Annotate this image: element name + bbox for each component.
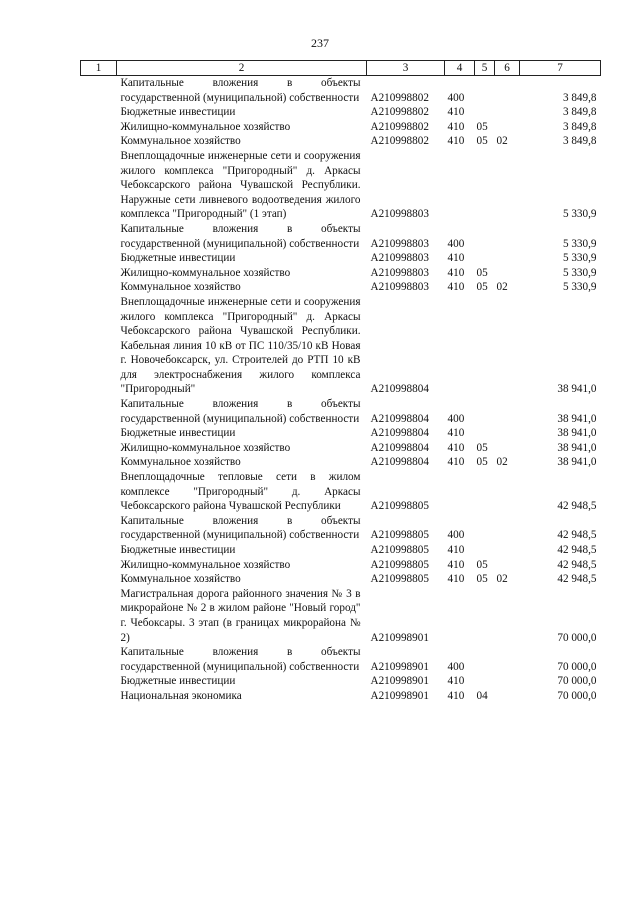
budget-table [80,60,601,704]
row-amount: 38 941,0 [557,383,597,396]
row-name: Капитальные вложения в объекты государственной (муниципальной) собственности [120,222,361,250]
row-col-5: 05 [476,266,488,279]
row-col-6 [495,645,520,674]
row-name: Бюджетные инвестиции [120,106,236,119]
row-col-4 [445,470,475,514]
row-col-5 [475,514,495,543]
row-col-4: 410 [447,456,465,469]
table-row [81,251,601,266]
row-amount: 3 849,8 [562,106,597,119]
row-col-5 [475,251,495,266]
row-col-6 [495,689,520,704]
row-col-5 [475,645,495,674]
row-col-4: 410 [447,558,465,571]
table-row [81,266,601,281]
row-col-6: 02 [496,135,508,148]
row-col-5: 05 [476,456,488,469]
row-amount: 42 948,5 [557,558,597,571]
table-row [81,645,601,674]
row-amount: 3 849,8 [562,120,597,133]
row-amount: 3 849,8 [562,135,597,148]
row-name: Коммунальное хозяйство [120,281,241,294]
row-name: Бюджетные инвестиции [120,675,236,688]
row-code: А210998805 [370,529,429,542]
row-amount: 5 330,9 [562,252,597,265]
row-col-6 [495,149,520,222]
row-code: А210998803 [370,252,429,265]
row-name: Жилищно-коммунальное хозяйство [120,120,291,133]
row-col-5 [475,587,495,645]
row-col-4 [445,295,475,397]
row-amount: 70 000,0 [557,689,597,702]
row-code: А210998804 [370,441,429,454]
header-col-2: 2 [117,61,367,76]
table-header [81,61,601,76]
row-col-5 [475,295,495,397]
row-name: Внеплощадочные тепловые сети в жилом комплексе "Пригородный" д. Аркасы Чебоксарского района Чувашской Республики [120,471,361,513]
row-col-4: 410 [447,689,465,702]
row-col-5: 05 [476,135,488,148]
row-col-4: 410 [447,675,465,688]
row-amount: 38 941,0 [557,456,597,469]
row-code: А210998901 [370,675,429,688]
row-col-6 [495,295,520,397]
row-col-4: 410 [447,266,465,279]
row-code: А210998803 [370,266,429,279]
header-col-3: 3 [367,61,445,76]
row-amount: 5 330,9 [562,281,597,294]
table-row [81,514,601,543]
table-row [81,120,601,135]
row-col-6: 02 [496,456,508,469]
row-amount: 70 000,0 [557,631,597,644]
row-amount: 42 948,5 [557,500,597,513]
table-row [81,134,601,149]
row-col-5: 05 [476,120,488,133]
row-col-6 [495,470,520,514]
table-row [81,441,601,456]
row-amount: 5 330,9 [562,266,597,279]
row-amount: 5 330,9 [562,208,597,221]
row-col-4: 410 [447,281,465,294]
row-col-6 [495,266,520,281]
header-col-4: 4 [445,61,475,76]
row-name: Магистральная дорога районного значения № 3 в микрорайоне № 2 в жилом районе "Новый город" г. Чебоксары. 3 этап (в границах микрорайона № 2) [120,587,361,644]
header-col-5: 5 [475,61,495,76]
row-col-4: 410 [447,120,465,133]
row-amount: 42 948,5 [557,529,597,542]
row-col-6 [495,674,520,689]
row-col-4: 410 [447,106,465,119]
row-col-6: 02 [496,281,508,294]
row-col-5 [475,149,495,222]
row-name: Капитальные вложения в объекты государственной (муниципальной) собственности [120,514,361,542]
table-row [81,470,601,514]
row-col-4 [445,587,475,645]
table-row [81,455,601,470]
row-col-6 [495,543,520,558]
table-row [81,543,601,558]
row-code: А210998804 [370,383,429,396]
row-col-6 [495,426,520,441]
table-row [81,76,601,106]
table-row [81,689,601,704]
row-col-5 [475,470,495,514]
row-code: А210998803 [370,237,429,250]
row-col-5: 05 [476,573,488,586]
table-row [81,105,601,120]
row-amount: 70 000,0 [557,675,597,688]
row-col-5 [475,222,495,251]
row-col-6: 02 [496,573,508,586]
row-code: А210998802 [370,106,429,119]
row-col-6 [495,251,520,266]
table-row [81,149,601,222]
row-col-4: 410 [447,135,465,148]
row-col-4: 410 [447,427,465,440]
row-code: А210998804 [370,456,429,469]
row-name: Коммунальное хозяйство [120,456,241,469]
row-col-5: 05 [476,441,488,454]
row-col-5 [475,674,495,689]
row-code: А210998804 [370,427,429,440]
row-col-5: 05 [476,281,488,294]
row-col-5 [475,543,495,558]
row-col-4: 410 [447,573,465,586]
table-row [81,222,601,251]
row-col-4: 410 [447,252,465,265]
table-row [81,587,601,645]
row-code: А210998805 [370,544,429,556]
row-col-4: 400 [447,412,465,425]
row-col-6 [495,76,520,106]
table-row [81,280,601,295]
table-row [81,426,601,441]
row-code: А210998901 [370,631,429,644]
row-code: А210998804 [370,412,429,425]
row-col-6 [495,441,520,456]
row-code: А210998805 [370,573,429,586]
row-col-4: 400 [447,91,465,104]
row-amount: 5 330,9 [562,237,597,250]
row-col-5: 05 [476,558,488,571]
row-name: Капитальные вложения в объекты государственной (муниципальной) собственности [120,77,361,104]
table-row [81,397,601,426]
row-amount: 42 948,5 [557,573,597,586]
row-amount: 38 941,0 [557,427,597,440]
row-code: А210998805 [370,500,429,513]
row-col-4: 400 [447,529,465,542]
row-amount: 42 948,5 [557,544,597,556]
table-body [81,76,601,704]
row-code: А210998805 [370,558,429,571]
row-code: А210998802 [370,135,429,148]
table-row [81,558,601,573]
row-col-4: 400 [447,660,465,673]
row-name: Внеплощадочные инженерные сети и сооружения жилого комплекса "Пригородный" д. Аркасы Чебоксарского района Чувашской Республики. Наружные сети ливневого водоотведения жилого комплекса "Пригородный" (1 этап) [120,149,361,221]
row-name: Жилищно-коммунальное хозяйство [120,266,291,279]
row-col-4: 400 [447,237,465,250]
row-col-5 [475,397,495,426]
table-row [81,295,601,397]
header-col-1: 1 [81,61,117,76]
table-row [81,572,601,587]
header-col-7: 7 [520,61,601,76]
row-col-4 [445,149,475,222]
row-name: Бюджетные инвестиции [120,427,236,440]
row-name: Коммунальное хозяйство [120,573,241,586]
row-amount: 38 941,0 [557,441,597,454]
header-col-6: 6 [495,61,520,76]
row-name: Капитальные вложения в объекты государственной (муниципальной) собственности [120,646,361,673]
row-name: Внеплощадочные инженерные сети и сооружения жилого комплекса "Пригородный" д. Аркасы Чебоксарского района Чувашской Республики. Кабельная линия 10 кВ от ПС 110/35/10 кВ Новая г. Новочебоксарск, ул. Строителей до РТП 10 кВ для электроснабжения жилого комплекса "Пригородный" [120,295,361,396]
row-col-6 [495,105,520,120]
row-code: А210998803 [370,208,429,221]
row-col-4: 410 [447,441,465,454]
table-row [81,674,601,689]
row-name: Жилищно-коммунальное хозяйство [120,441,291,454]
row-col-4: 410 [447,544,465,556]
row-col-5 [475,105,495,120]
row-name: Бюджетные инвестиции [120,252,236,265]
row-name: Национальная экономика [120,689,242,702]
row-name: Жилищно-коммунальное хозяйство [120,558,291,571]
row-col-5: 04 [476,689,488,702]
row-code: А210998802 [370,91,429,104]
row-name: Капитальные вложения в объекты государственной (муниципальной) собственности [120,398,361,425]
row-col-6 [495,558,520,573]
row-code: А210998901 [370,660,429,673]
row-col-6 [495,587,520,645]
row-col-6 [495,222,520,251]
row-amount: 70 000,0 [557,660,597,673]
row-col-6 [495,514,520,543]
row-col-6 [495,120,520,135]
row-amount: 3 849,8 [562,91,597,104]
row-col-6 [495,397,520,426]
row-code: А210998901 [370,689,429,702]
row-amount: 38 941,0 [557,412,597,425]
page-number: 237 [311,36,329,50]
row-col-5 [475,76,495,106]
row-col-5 [475,426,495,441]
row-name: Коммунальное хозяйство [120,135,241,148]
row-code: А210998802 [370,120,429,133]
row-code: А210998803 [370,281,429,294]
row-name: Бюджетные инвестиции [120,544,236,556]
